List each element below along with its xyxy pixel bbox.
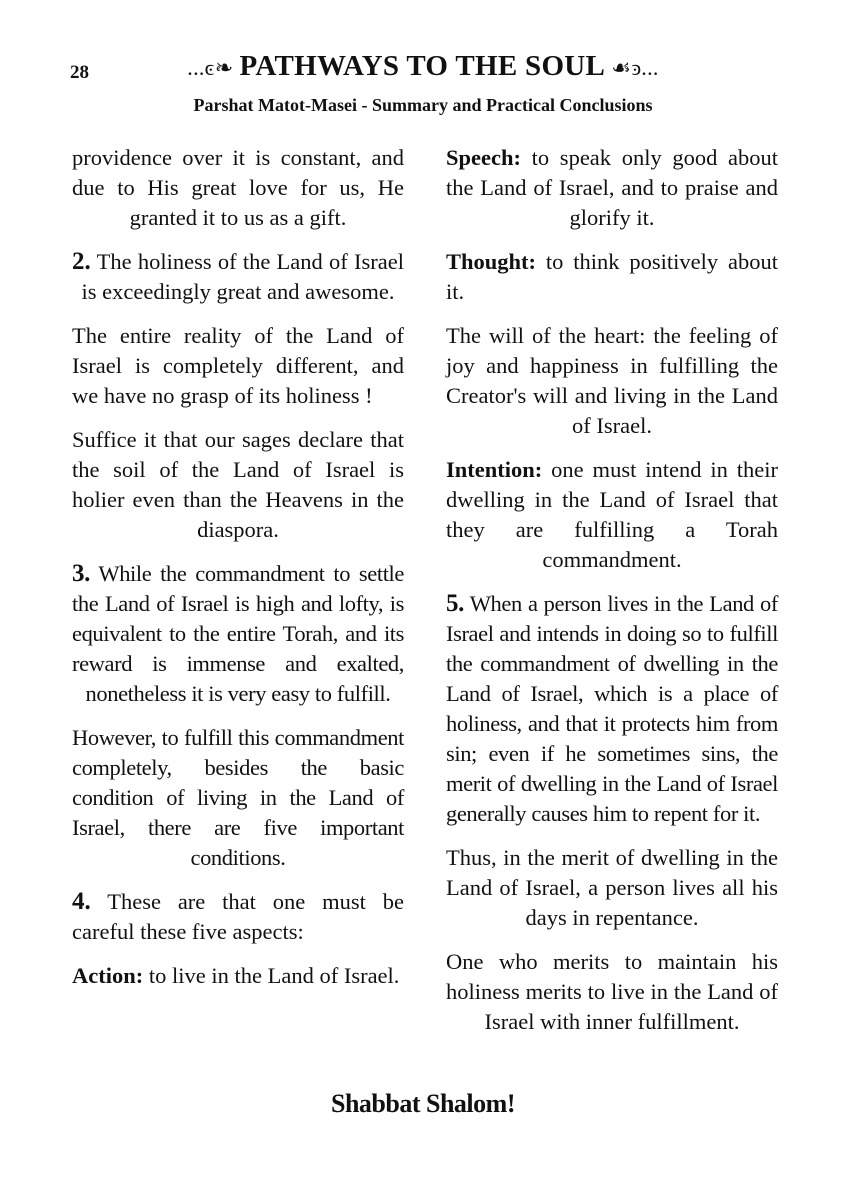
closing-greeting: Shabbat Shalom! [331, 1089, 515, 1118]
paragraph: However, to fulfill this commandment completely, besides the basic condition of living in the Land of Israel, there are five important conditions. [72, 725, 404, 870]
item-number: 5. [446, 590, 464, 617]
paragraph-text: The holiness of the Land of Israel is exceedingly great and awesome. [81, 249, 404, 304]
paragraph [446, 455, 778, 575]
item-number: 3. [72, 560, 90, 587]
page-number: 28 [70, 62, 89, 83]
page-title [0, 50, 846, 83]
term-label: Action: [72, 963, 144, 988]
term-label: Thought: [446, 249, 537, 274]
flourish-left-ornament: ...ͼ❧ [187, 55, 234, 80]
paragraph-text: to speak only good about the Land of Israel, and to praise and glorify it. [446, 145, 778, 230]
right-column [446, 143, 778, 1051]
paragraph [72, 559, 404, 709]
paragraph: One who merits to maintain his holiness merits to live in the Land of Israel with inner fulfillment. [446, 949, 778, 1034]
term-label: Speech: [446, 145, 521, 170]
paragraph [72, 887, 404, 947]
paragraph-text: one must intend in their dwelling in the Land of Israel that they are fulfilling a Torah commandment. [446, 457, 779, 572]
paragraph [72, 247, 404, 307]
paragraph-text: When a person lives in the Land of Israel and intends in doing so to fulfill the commandment of dwelling in the Land of Israel, which is a place of holiness, and that it protects him from sin; even if he sometimes sins, the merit of dwelling in the Land of Israel generally causes him to repent for it. [446, 591, 778, 826]
item-number: 4. [72, 888, 91, 915]
flourish-right-ornament: ☙ͽ... [611, 55, 659, 80]
item-number: 2. [72, 248, 91, 275]
paragraph-text: to think positively about it. [446, 249, 779, 304]
paragraph [446, 143, 778, 233]
paragraph: The will of the heart: the feeling of joy and happiness in fulfilling the Creator's will and living in the Land of Israel. [446, 323, 778, 438]
term-label: Intention: [446, 457, 543, 482]
paragraph [72, 961, 404, 991]
paragraph: Thus, in the merit of dwelling in the Land of Israel, a person lives all his days in repentance. [446, 845, 778, 930]
paragraph [446, 589, 778, 829]
paragraph: Suffice it that our sages declare that the soil of the Land of Israel is holier even than the Heavens in the diaspora. [72, 427, 404, 542]
paragraph: providence over it is constant, and due to His great love for us, He granted it to us as a gift. [72, 145, 404, 230]
paragraph: The entire reality of the Land of Israel is completely different, and we have no grasp of its holiness ! [72, 323, 404, 408]
paragraph-text: to live in the Land of Israel. [148, 963, 400, 988]
paragraph-text: While the commandment to settle the Land of Israel is high and lofty, is equivalent to the entire Torah, and its reward is immense and exalted, nonetheless it is very easy to fulfill. [72, 561, 404, 706]
paragraph-text: These are that one must be careful these five aspects: [72, 889, 404, 944]
left-column [72, 143, 404, 1005]
title-text: PATHWAYS TO THE SOUL [239, 50, 606, 82]
paragraph [446, 247, 778, 307]
page-subtitle: Parshat Matot-Masei - Summary and Practical Conclusions [193, 95, 653, 115]
